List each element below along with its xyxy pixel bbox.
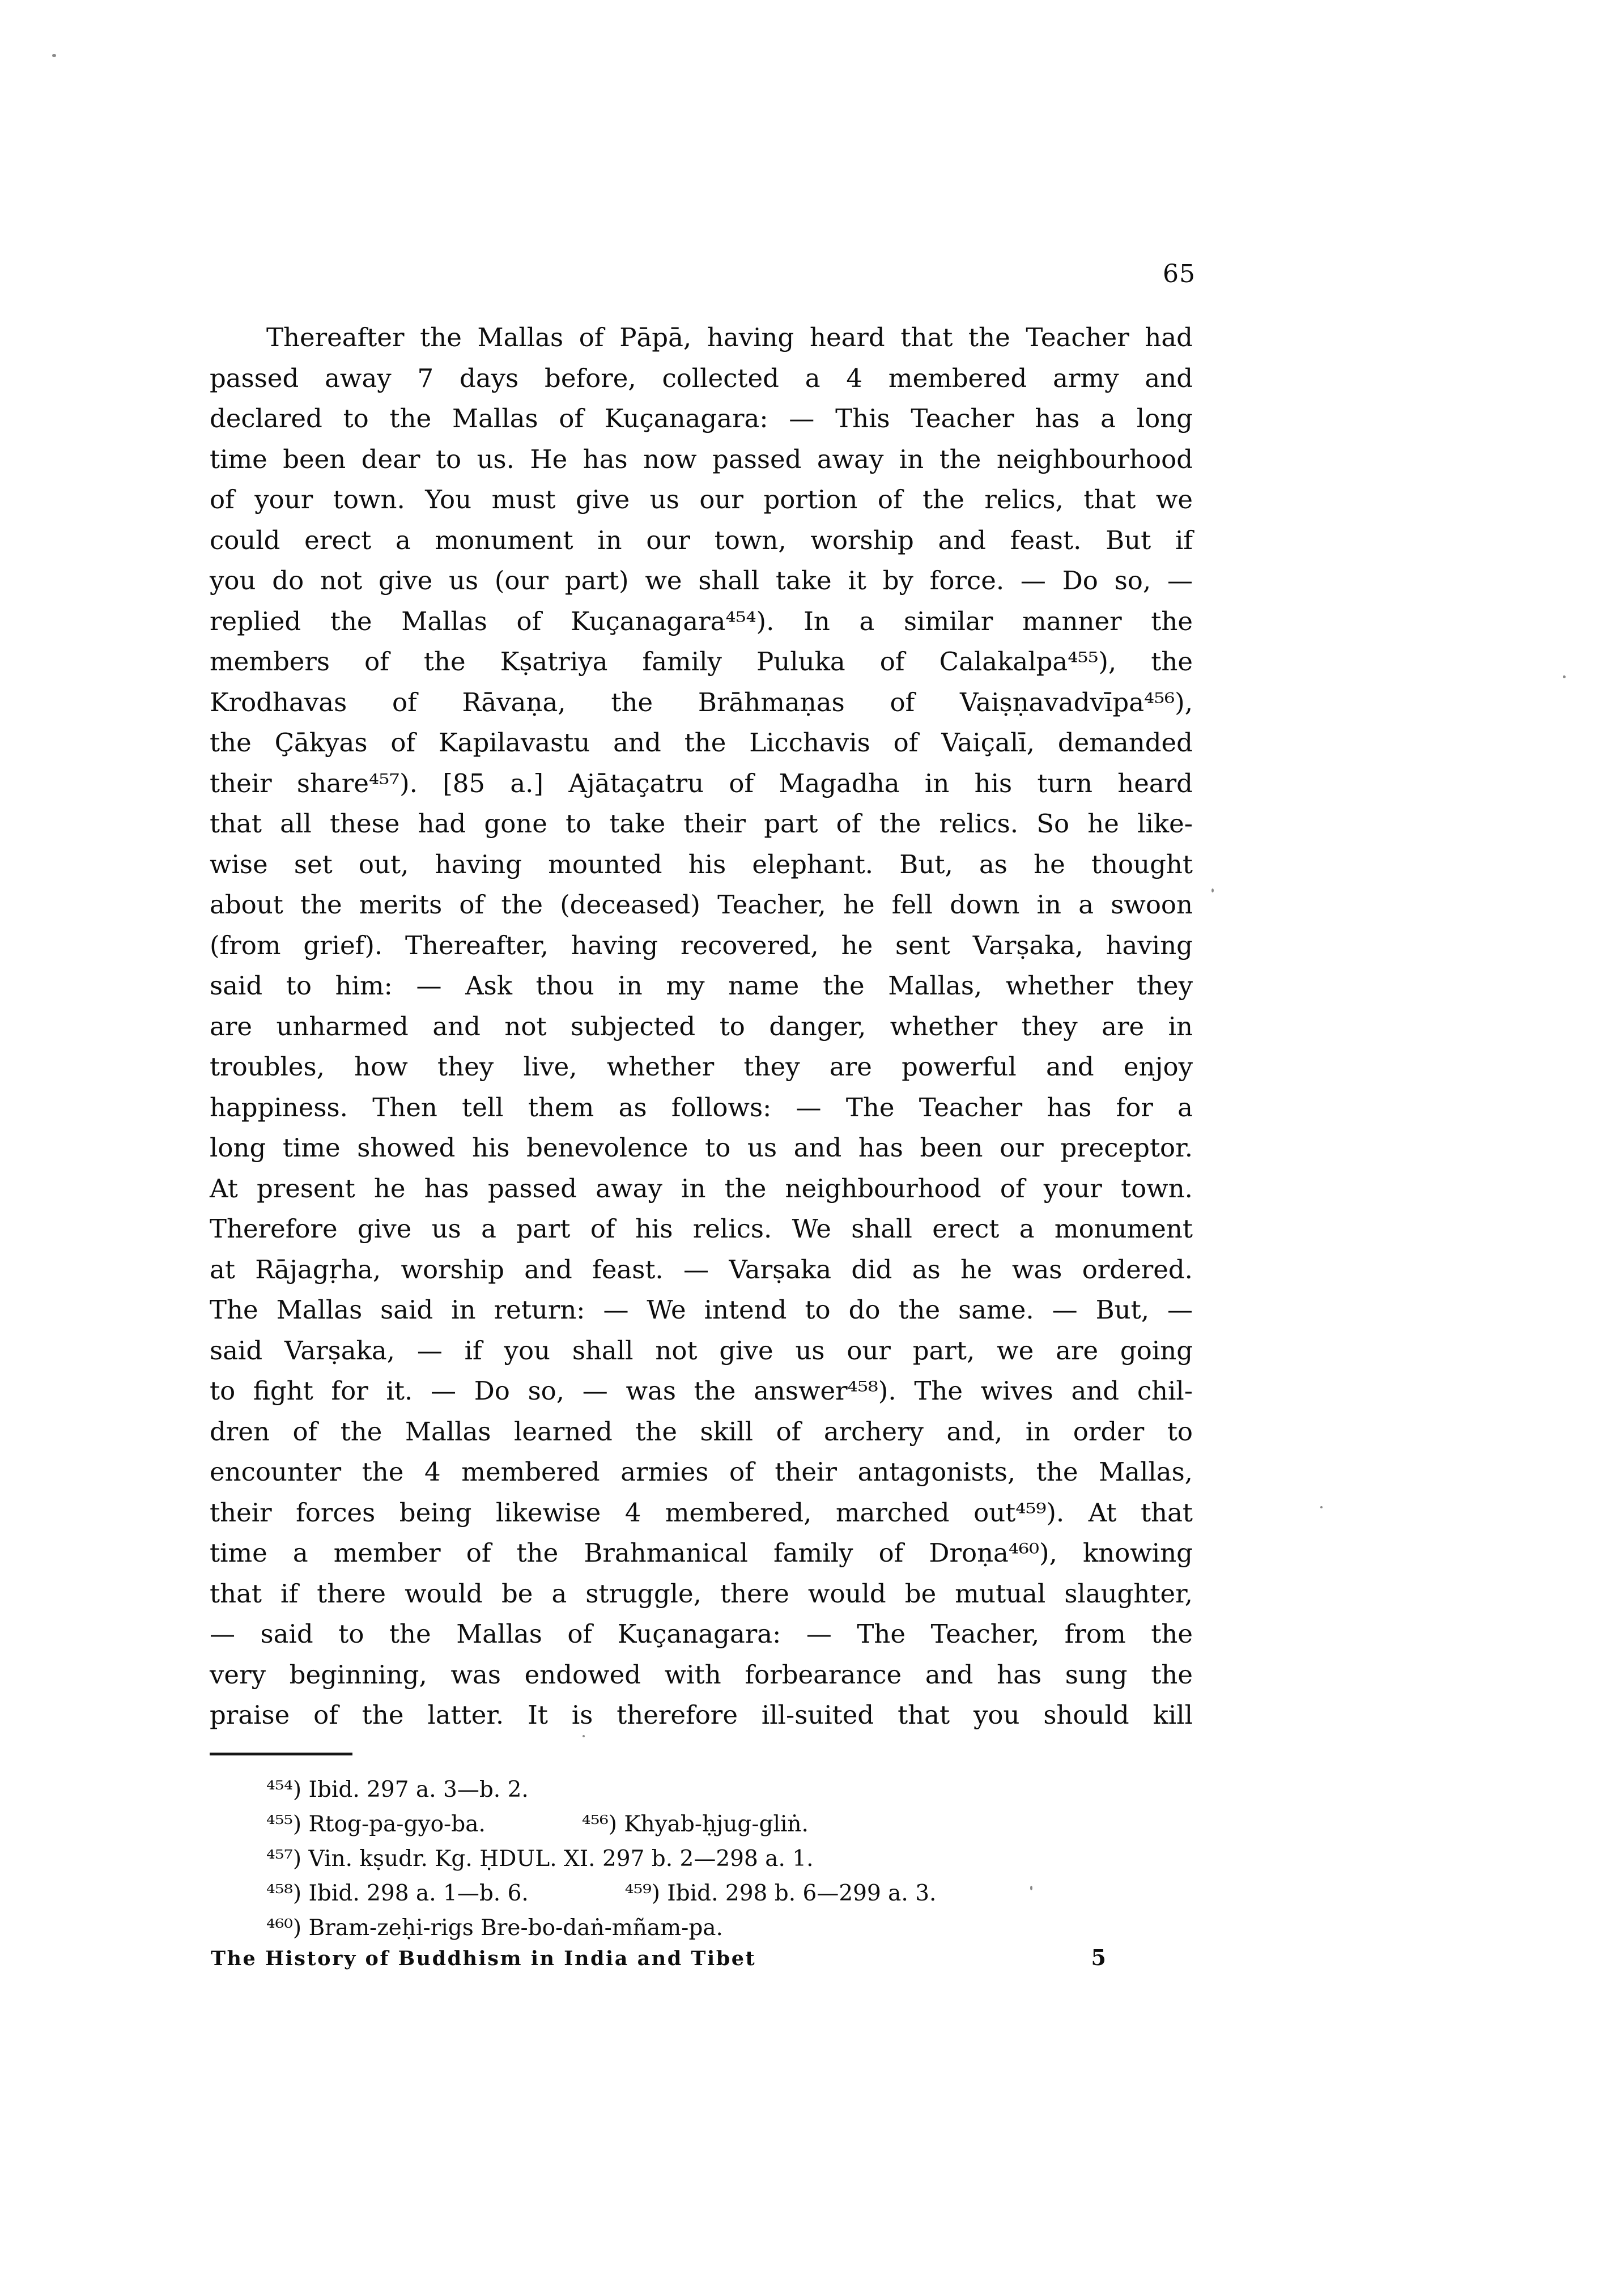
footnote-line xyxy=(210,1772,1060,1807)
body-line: said to him: — Ask thou in my name the Mallas, whether they xyxy=(210,971,1193,1001)
scan-speck xyxy=(583,1735,585,1737)
body-line: that all these had gone to take their part of the relics. So he like- xyxy=(210,809,1193,839)
body-line: time been dear to us. He has now passed away in the neighbourhood xyxy=(210,444,1193,474)
body-line: — said to the Mallas of Kuçanagara: — The Teacher, from the xyxy=(210,1619,1193,1649)
body-line: declared to the Mallas of Kuçanagara: — This Teacher has a long xyxy=(210,403,1193,433)
body-line: Therefore give us a part of his relics. We shall erect a monument xyxy=(210,1214,1193,1244)
body-line: dren of the Mallas learned the skill of archery and, in order to xyxy=(210,1416,1193,1447)
signature-number: 5 xyxy=(1091,1945,1106,1970)
body-line: troubles, how they live, whether they are powerful and enjoy xyxy=(210,1052,1193,1082)
footnote-line xyxy=(210,1911,1060,1945)
scan-speck xyxy=(1211,888,1214,892)
body-line: the Çākyas of Kapilavastu and the Licchavis of Vaiçalī, demanded xyxy=(210,728,1193,758)
scan-speck xyxy=(1563,675,1566,678)
footnote-entry: ⁴⁵⁶) Khyab-ḥjug-gliṅ. xyxy=(581,1812,809,1837)
body-line: wise set out, having mounted his elephant. But, as he thought xyxy=(210,849,1193,879)
body-line: could erect a monument in our town, worship and feast. But if xyxy=(210,525,1193,555)
running-title: The History of Buddhism in India and Tibet xyxy=(211,1947,756,1970)
footnote-entry: ⁴⁵⁹) Ibid. 298 b. 6—299 a. 3. xyxy=(624,1881,937,1906)
body-line: Krodhavas of Rāvaṇa, the Brāhmaṇas of Vaiṣṇavadvīpa⁴⁵⁶), xyxy=(210,687,1193,717)
body-line: about the merits of the (deceased) Teacher, he fell down in a swoon xyxy=(210,890,1193,920)
body-line: you do not give us (our part) we shall take it by force. — Do so, — xyxy=(210,566,1193,596)
body-line: replied the Mallas of Kuçanagara⁴⁵⁴). In a similar manner the xyxy=(210,606,1193,636)
footnote-entry: ⁴⁶⁰) Bram-zeḥi-rigs Bre-bo-daṅ-mñam-pa. xyxy=(266,1915,723,1941)
scan-speck xyxy=(1320,1506,1323,1508)
footnote-line xyxy=(210,1807,1060,1842)
body-line: The Mallas said in return: — We intend to do the same. — But, — xyxy=(210,1295,1193,1325)
body-line: their forces being likewise 4 membered, marched out⁴⁵⁹). At that xyxy=(210,1497,1193,1528)
scan-speck xyxy=(1030,1886,1032,1890)
footnote-line xyxy=(210,1842,1060,1876)
footnote-separator-rule xyxy=(210,1753,352,1755)
body-line: long time showed his benevolence to us and has been our preceptor. xyxy=(210,1133,1193,1163)
body-line: are unharmed and not subjected to danger, whether they are in xyxy=(210,1011,1193,1041)
body-line: members of the Kṣatriya family Puluka of Calakalpa⁴⁵⁵), the xyxy=(210,647,1193,677)
footnote-entry: ⁴⁵⁷) Vin. kṣudr. Kg. ḤDUL. XI. 297 b. 2—298 a. 1. xyxy=(266,1846,814,1872)
body-line: passed away 7 days before, collected a 4 membered army and xyxy=(210,363,1193,393)
scan-speck xyxy=(52,54,56,57)
body-line: Thereafter the Mallas of Pāpā, having heard that the Teacher had xyxy=(266,322,1193,352)
body-line: of your town. You must give us our portion of the relics, that we xyxy=(210,484,1193,515)
body-line: their share⁴⁵⁷). [85 a.] Ajātaçatru of Magadha in his turn heard xyxy=(210,768,1193,798)
body-line: said Varṣaka, — if you shall not give us our part, we are going xyxy=(210,1335,1193,1366)
body-line: praise of the latter. It is therefore ill-suited that you should kill xyxy=(210,1700,1193,1730)
body-line: at Rājagṛha, worship and feast. — Varṣaka did as he was ordered. xyxy=(210,1254,1193,1285)
page-number: 65 xyxy=(1163,260,1196,288)
body-line: At present he has passed away in the neighbourhood of your town. xyxy=(210,1173,1193,1204)
body-line: time a member of the Brahmanical family of Droṇa⁴⁶⁰), knowing xyxy=(210,1538,1193,1568)
body-line: encounter the 4 membered armies of their antagonists, the Mallas, xyxy=(210,1457,1193,1487)
body-line: that if there would be a struggle, there would be mutual slaughter, xyxy=(210,1578,1193,1609)
body-line: (from grief). Thereafter, having recovered, he sent Varṣaka, having xyxy=(210,930,1193,960)
footnote-entry: ⁴⁵⁴) Ibid. 297 a. 3—b. 2. xyxy=(266,1777,529,1802)
footnote-line xyxy=(210,1876,1060,1911)
body-line: to fight for it. — Do so, — was the answer⁴⁵⁸). The wives and chil- xyxy=(210,1376,1193,1406)
footnote-entry: ⁴⁵⁵) Rtog-pa-gyo-ba. xyxy=(266,1812,486,1837)
footnotes xyxy=(210,1772,1060,1945)
page-footer xyxy=(211,1945,1106,1970)
body-line: happiness. Then tell them as follows: — The Teacher has for a xyxy=(210,1092,1193,1123)
body-text xyxy=(210,317,1193,1736)
footnote-entry: ⁴⁵⁸) Ibid. 298 a. 1—b. 6. xyxy=(266,1881,529,1906)
body-line: very beginning, was endowed with forbearance and has sung the xyxy=(210,1659,1193,1690)
